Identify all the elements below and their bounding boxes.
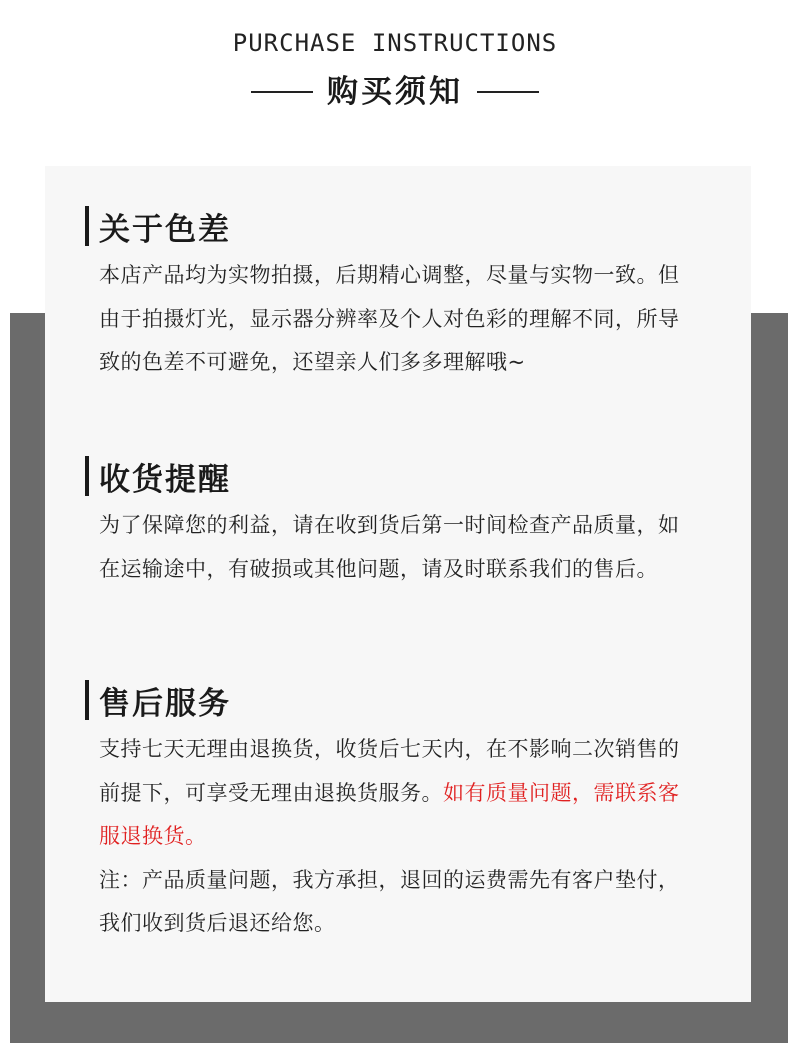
section-after-sales xyxy=(85,678,685,946)
section-receipt-reminder xyxy=(85,454,685,591)
section-paragraph: 为了保障您的利益，请在收到货后第一时间检查产品质量，如在运输途中，有破损或其他问题，请及时联系我们的售后。 xyxy=(99,513,680,581)
section-title: 关于色差 xyxy=(99,211,231,248)
section-paragraph: 本店产品均为实物拍摄，后期精心调整，尽量与实物一致。但由于拍摄灯光，显示器分辨率及个人对色彩的理解不同，所导致的色差不可避免，还望亲人们多多理解哦~ xyxy=(99,263,680,374)
instructions-card xyxy=(45,166,751,1002)
section-title-bar xyxy=(85,680,89,720)
section-paragraph xyxy=(99,728,691,859)
section-title: 售后服务 xyxy=(99,685,231,722)
header-left-rule xyxy=(251,91,313,93)
header-right-rule xyxy=(477,91,539,93)
section-title-row xyxy=(85,678,685,722)
header-chinese-title: 购买须知 xyxy=(327,74,463,110)
after-sales-text: 支持七天无理由退换货，收货后七天内，在不影响二次销售的前提下，可享受无理由退换货服务。 xyxy=(99,737,680,805)
section-title-row xyxy=(85,204,685,248)
after-sales-highlight: 如有质量问题，需联系客服退换货。 xyxy=(99,780,680,848)
after-sales-note: 注：产品质量问题，我方承担，退回的运费需先有客户垫付，我们收到货后退还给您。 xyxy=(99,867,680,935)
section-title-row xyxy=(85,454,685,498)
section-title-bar xyxy=(85,456,89,496)
header-english-title: PURCHASE INSTRUCTIONS xyxy=(232,29,558,57)
section-color-difference xyxy=(85,204,685,385)
section-title-bar xyxy=(85,206,89,246)
header-chinese-row xyxy=(0,70,790,114)
section-title: 收货提醒 xyxy=(99,461,231,498)
